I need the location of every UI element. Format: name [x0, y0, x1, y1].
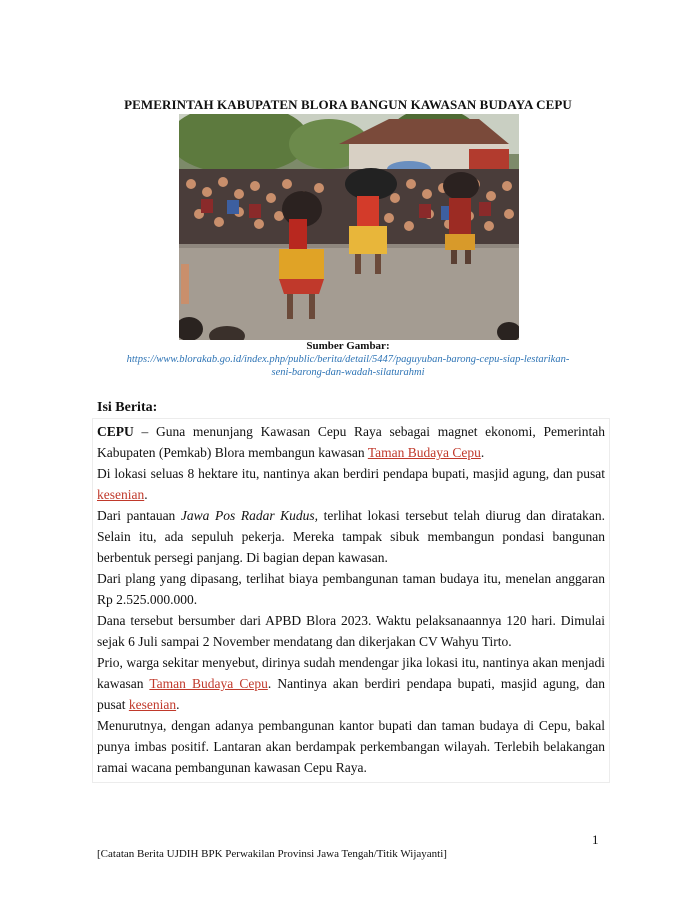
link-taman-budaya-cepu[interactable]: Taman Budaya Cepu — [367, 445, 481, 460]
link-kesenian[interactable]: kesenian — [97, 487, 145, 502]
punctuation: . — [480, 445, 485, 460]
dateline: CEPU — [97, 424, 134, 439]
section-heading: Isi Berita: — [97, 400, 158, 415]
image-source-url[interactable] — [110, 353, 586, 379]
article-title: PEMERINTAH KABUPATEN BLORA BANGUN KAWASAN BUDAYA CEPU — [124, 97, 572, 112]
paragraph-5: Dana tersebut bersumber dari APBD Blora 2023. Waktu pelaksanaannya 120 hari. Dimulai sejak 6 Juli sampai 2 November mendatang dan dikerjakan CV Wahyu Tirto. — [97, 613, 605, 649]
paragraph-3 — [97, 505, 605, 568]
link-taman-budaya-cepu[interactable]: Taman Budaya Cepu — [149, 676, 268, 691]
image-source-url-line2[interactable]: seni-barong-dan-wadah-silaturahmi — [271, 367, 425, 378]
paragraph-text: Di lokasi seluas 8 hektare itu, nantinya akan berdiri pendapa bupati, masjid agung, dan pusat — [97, 466, 605, 481]
page-footer: [Catatan Berita UJDIH BPK Perwakilan Provinsi Jawa Tengah/Titik Wijayanti] — [97, 848, 447, 860]
page-number: 1 — [592, 832, 599, 847]
source-publication: Jawa Pos Radar Kudus, — [180, 508, 319, 523]
paragraph-text: terlihat lokasi tersebut telah diurug dan diratakan. Selain itu, ada sepuluh pekerja. Mereka tampak sibuk membangun pondasi bangunan berbentuk persegi panjang. Di bagian depan kawasan. — [97, 508, 605, 565]
paragraph-1 — [97, 421, 605, 463]
paragraph-text: Prio, warga sekitar menyebut, dirinya sudah mendengar jika lokasi itu, nantinya akan menjadi kawasan — [97, 655, 605, 691]
paragraph-2 — [97, 463, 605, 505]
paragraph-text: – Guna menunjang Kawasan Cepu Raya sebagai magnet ekonomi, Pemerintah Kabupaten (Pemkab) Blora membangun kawasan — [97, 424, 605, 460]
barong-dance-photo — [179, 114, 519, 340]
paragraph-6 — [97, 652, 605, 715]
paragraph-text: Dari pantauan — [97, 508, 181, 523]
paragraph-7: Menurutnya, dengan adanya pembangunan kantor bupati dan taman budaya di Cepu, bakal punya imbas positif. Lantaran akan berdampak perkembangan wilayah. Terlebih belakangan ramai wacana pembangunan kawasan Cepu Raya. — [97, 718, 605, 775]
punctuation: . — [144, 487, 148, 502]
article-body — [92, 418, 610, 783]
punctuation: . — [176, 697, 180, 712]
image-source-heading: Sumber Gambar: — [306, 340, 390, 352]
paragraph-4: Dari plang yang dipasang, terlihat biaya pembangunan taman budaya itu, menelan anggaran Rp 2.525.000.000. — [97, 571, 605, 607]
image-source-url-line1[interactable]: https://www.blorakab.go.id/index.php/public/berita/detail/5447/paguyuban-barong-cepu-siap-lestarikan- — [126, 354, 570, 365]
link-kesenian[interactable]: kesenian — [128, 697, 177, 712]
paragraph-text: . Nantinya akan berdiri pendapa bupati, masjid agung, dan pusat — [97, 676, 605, 712]
